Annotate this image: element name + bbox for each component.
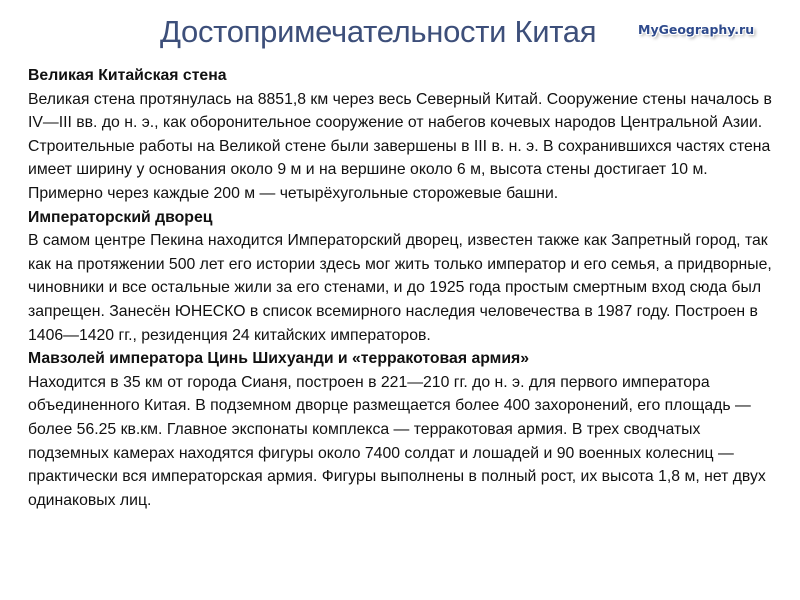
site-logo: MyGeography.ru <box>638 22 755 37</box>
section-mausoleum <box>28 347 780 512</box>
section-great-wall <box>28 64 780 206</box>
section-text: В самом центре Пекина находится Императорский дворец, известен также как Запретный город, так как на протяжении 500 лет его истории здесь мог жить только император и его семья, а придворные, чиновники и все остальные жили за его стенами, и до 1925 года простым смертным вход сюда был запрещен. Занесён ЮНЕСКО в список всемирного наследия человечества в 1987 году. Построен в 1406—1420 гг., резиденция 24 китайских императоров. <box>28 232 772 344</box>
slide-body <box>28 64 780 512</box>
slide-title: Достопримечательности Китая <box>160 14 597 49</box>
section-imperial-palace <box>28 206 780 348</box>
section-text: Великая стена протянулась на 8851,8 км через весь Северный Китай. Сооружение стены началось в IV—III вв. до н. э., как оборонительное сооружение от набегов кочевых народов Центральной Азии. Строительные работы на Великой стене были завершены в III в. н. э. В сохранившихся частях стена имеет ширину у основания около 9 м и на вершине около 6 м, высота стены достигает 10 м. Примерно через каждые 200 м — четырёхугольные сторожевые башни. <box>28 90 772 202</box>
section-heading: Великая Китайская стена <box>28 67 227 84</box>
section-heading: Императорский дворец <box>28 208 213 226</box>
section-heading: Мавзолей императора Цинь Шихуанди и «терракотовая армия» <box>28 350 530 368</box>
section-text: Находится в 35 км от города Сианя, построен в 221—210 гг. до н. э. для первого императора объединенного Китая. В подземном дворце размещается более 400 захоронений, его площадь — более 56.25 кв.км. Главное экспонаты комплекса — терракотовая армия. В трех сводчатых подземных камерах находятся фигуры около 7400 солдат и лошадей и 90 военных колесниц — практически вся императорская армия. Фигуры выполнены в полный рост, их высота 1,8 м, нет двух одинаковых лиц. <box>28 373 766 509</box>
